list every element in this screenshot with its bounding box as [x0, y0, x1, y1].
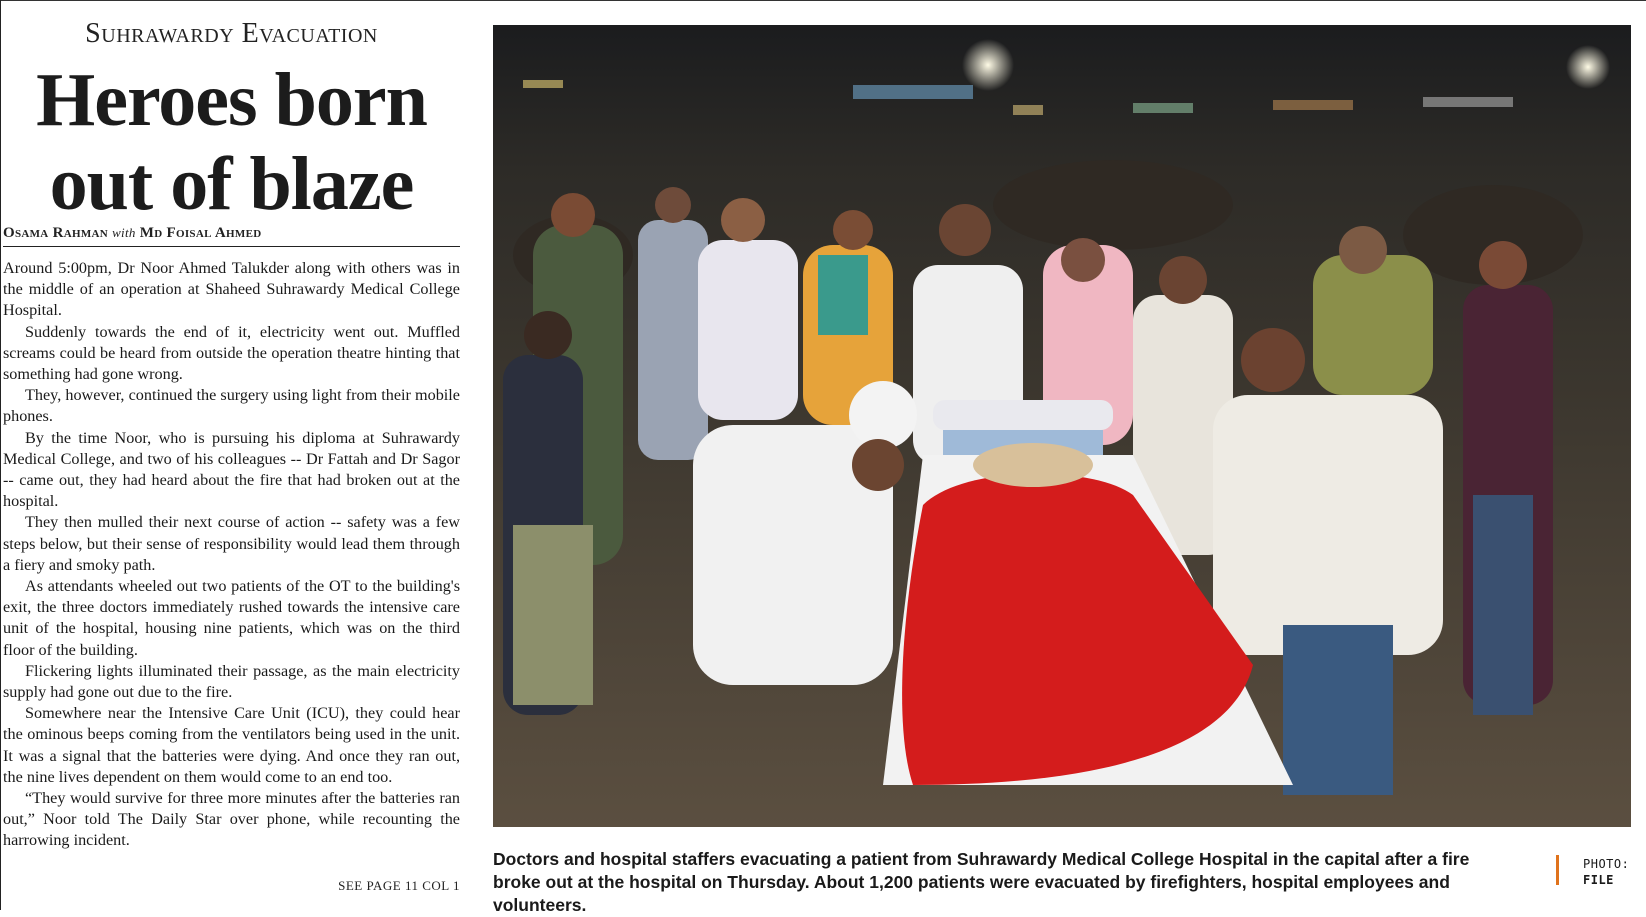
credit-accent-bar [1556, 855, 1559, 885]
article-column [3, 0, 460, 910]
jump-line: SEE PAGE 11 COL 1 [338, 878, 460, 893]
byline-with: with [112, 225, 136, 240]
paragraph: Suddenly towards the end of it, electricity went out. Muffled screams could be heard from outside the operation theatre hinting that something had gone wrong. [3, 322, 460, 384]
paragraph: Around 5:00pm, Dr Noor Ahmed Talukder along with others was in the middle of an operation at Shaheed Suhrawardy Medical College Hospital. [3, 259, 460, 320]
paragraph: They then mulled their next course of action -- safety was a few steps below, but their sense of responsibility would lead them through a fiery and smoky path. [3, 513, 460, 574]
kicker: Suhrawardy Evacuation [85, 18, 378, 49]
paragraph: Somewhere near the Intensive Care Unit (ICU), they could hear the ominous beeps coming from the ventilators being used in the unit. It was a signal that the batteries were dying. And once they ran out, the nine lives dependent on them would come to an end too. [3, 704, 460, 786]
photo-illustration [493, 25, 1631, 827]
paragraph: They, however, continued the surgery using light from their mobile phones. [3, 386, 460, 426]
paragraph: Flickering lights illuminated their passage, as the main electricity supply had gone out due to the fire. [3, 661, 460, 702]
byline [3, 225, 460, 247]
byline-author: Osama Rahman [3, 225, 109, 241]
headline [3, 58, 460, 226]
news-photo [493, 25, 1631, 827]
credit-label: PHOTO: [1583, 857, 1630, 871]
headline-line-2: out of blaze [49, 142, 414, 226]
credit-value: FILE [1583, 873, 1614, 887]
left-rule [0, 0, 1, 910]
paragraph: “They would survive for three more minutes after the batteries ran out,” Noor told The Daily Star over phone, while recounting the harrowing incident. [3, 789, 460, 850]
photo-credit [1583, 856, 1629, 888]
paragraph: As attendants wheeled out two patients of the OT to the building's exit, the three doctors immediately rushed towards the intensive care unit of the hospital, housing nine patients, which was on the third floor of the building. [3, 577, 460, 659]
article-body [3, 258, 460, 852]
photo-caption: Doctors and hospital staffers evacuating a patient from Suhrawardy Medical College Hospital in the capital after a fire broke out at the hospital on Thursday. About 1,200 patients were evacuated by firefighters, hospital employees and volunteers. [493, 849, 1470, 915]
headline-line-1: Heroes born [36, 58, 427, 142]
byline-coauthor: Md Foisal Ahmed [139, 225, 262, 241]
paragraph: By the time Noor, who is pursuing his diploma at Suhrawardy Medical College, and two of his colleagues -- Dr Fattah and Dr Sagor -- came out, they had heard about the fire that had broken out at the hospital. [3, 428, 460, 511]
